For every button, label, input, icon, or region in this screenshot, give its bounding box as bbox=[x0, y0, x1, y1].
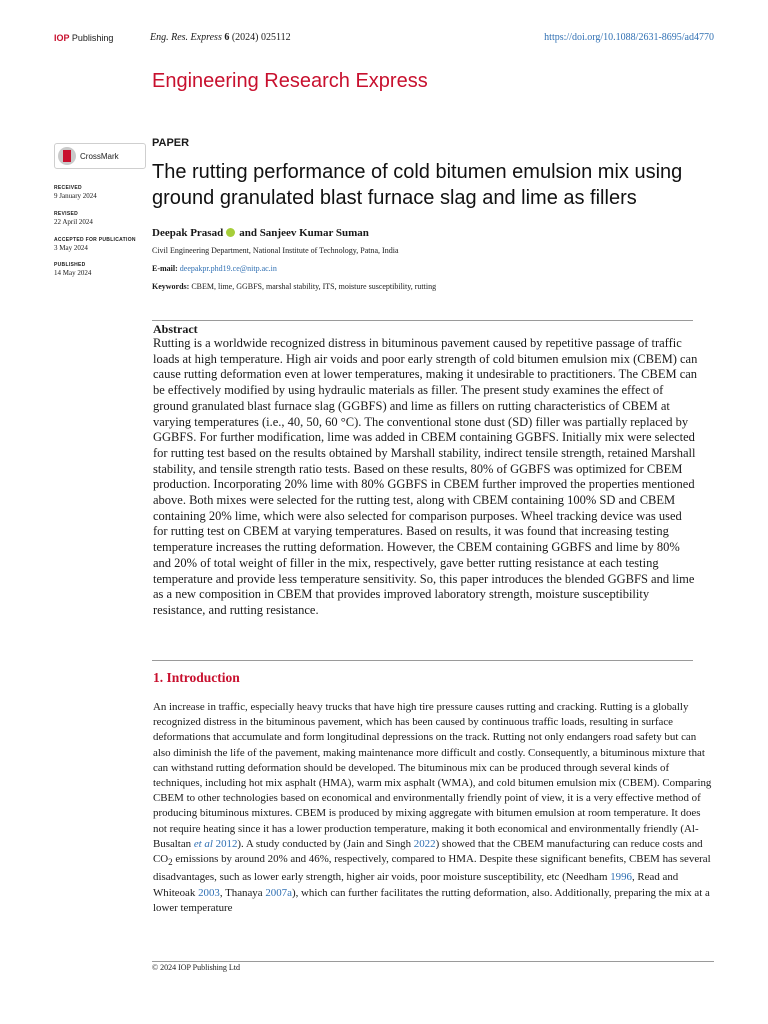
citation-link[interactable]: 2007a bbox=[265, 886, 292, 899]
keywords-label: Keywords: bbox=[152, 282, 190, 291]
history-value: 14 May 2024 bbox=[54, 269, 92, 277]
intro-text: ) showed that the CBEM manufacturing can reduce costs and CO bbox=[153, 837, 703, 866]
crossmark-label: CrossMark bbox=[80, 151, 119, 161]
abstract-bottom-divider bbox=[152, 660, 693, 661]
history-value: 22 April 2024 bbox=[54, 218, 93, 226]
author-name[interactable]: and Sanjeev Kumar Suman bbox=[239, 227, 369, 239]
keywords-list: CBEM, lime, GGBFS, marshal stability, ITS, moisture susceptibility, rutting bbox=[191, 282, 437, 291]
journal-citation bbox=[150, 32, 291, 43]
abstract-text: Rutting is a worldwide recognized distress in bituminous pavement caused by repetitive passage of traffic loads at high temperature. High air voids and poor early strength of cold bitumen emulsion mix (CBEM) can cause rutting deformation even at lower temperatures, making it undesirable to practitioners. The CBEM can be effectively modified by using hydraulic materials as filler. The present study examines the effect of ground granulated blast furnace slag (GGBFS) and lime as fillers on rutting characteristics of CBEM at varying temperatures (i.e., 40, 50, 60 °C). The conventional stone dust (SD) filler was partially replaced by GGBFS. For further modification, lime was added in CBEM containing GGBFS. Initially mix were selected for rutting test based on the results obtained by Marshall stability, indirect tensile strength, retained Marshall stability, and tensile strength ratio tests. Based on these results, 80% of GGBFS was optimized for CBEM production. Incorporating 20% lime with 80% GGBFS in CBEM further improved the properties mentioned above. Both mixes were selected for the rutting test, along with CBEM containing 100% SD and CBEM containing 20% lime, which were also selected for comparison purposes. Wheel tracking device was used for rutting test on CBEM at varying temperatures. Based on results, it was found that increasing testing temperature increases the rutting deformation. However, the CBEM containing GGBFS and lime by 80% and 20% of total weight of filler in the mix, respectively, gave better rutting resistance at each testing temperature and provide less temperature sensitivity. So, this paper introduces the blended GGBFS and lime as a new composition in CBEM that provides improved laboratory strength, moisture susceptibility resistance, and rutting resistance. bbox=[153, 336, 698, 617]
history-accepted bbox=[54, 237, 136, 252]
history-value: 9 January 2024 bbox=[54, 192, 97, 200]
citation-link[interactable]: 1996 bbox=[610, 871, 632, 884]
abstract-heading: Abstract bbox=[153, 322, 198, 336]
journal-year-issue: (2024) 025112 bbox=[231, 32, 291, 43]
article-title: The rutting performance of cold bitumen emulsion mix using ground granulated blast furnace slag and lime as fillers bbox=[152, 161, 683, 209]
history-published bbox=[54, 262, 91, 277]
doi-link[interactable]: https://doi.org/10.1088/2631-8695/ad4770 bbox=[544, 32, 714, 43]
email-label: E-mail: bbox=[152, 264, 178, 273]
journal-volume: 6 bbox=[224, 32, 230, 43]
history-revised bbox=[54, 211, 93, 226]
abstract-top-divider bbox=[152, 320, 693, 321]
journal-name: Engineering Research Express bbox=[152, 70, 428, 92]
publisher-logo-iop: IOP bbox=[54, 33, 70, 43]
journal-abbrev: Eng. Res. Express bbox=[150, 32, 222, 43]
keywords bbox=[152, 282, 436, 291]
publisher-logo bbox=[54, 33, 113, 43]
author-name[interactable]: Deepak Prasad bbox=[152, 227, 224, 239]
intro-text: An increase in traffic, especially heavy trucks that have high tire pressure causes rutting and cracking. Rutting is a globally recognized distress in the bituminous pavement, which has been caused by continuous traffic loads, resulting in surface deformations that accumulate and form longitudinal depressions on the track. Rutting not only endangers road safety but can also diminish the life of the pavement, making maintenance more difficult and costly. Consequently, a bituminous mixture that can withstand rutting deformation should be developed. The bituminous mix can be produced through several kinds of techniques, including hot mix asphalt (HMA), warm mix asphalt (WMA), and cold bitumen emulsion mix (CBEM). Comparing CBEM to other technologies based on economical and environmentally friendly point of view, it is a very effective method of producing bituminous mixtures. CBEM is produced by mixing aggregate with bitumen emulsion at room temperature. It does not require heating since it has a lower production temperature, making it both economical and environmentally friendly (Al-Busaltan bbox=[153, 701, 712, 850]
crossmark-badge[interactable] bbox=[54, 143, 146, 169]
email-link[interactable]: deepakpr.phd19.ce@nitp.ac.in bbox=[179, 264, 277, 273]
citation-link[interactable]: 2012 bbox=[215, 837, 238, 850]
intro-text: emissions by around 20% and 46%, respectively, compared to HMA. Despite these significant benefits, CBEM has several disadvantages, such as lower early strength, higher air voids, poor moisture susceptibility, etc (Needham bbox=[153, 853, 711, 884]
co2-subscript: 2 bbox=[168, 857, 173, 868]
history-value: 3 May 2024 bbox=[54, 244, 88, 252]
publisher-logo-text: Publishing bbox=[71, 33, 114, 43]
author-list bbox=[152, 227, 369, 239]
copyright-notice: © 2024 IOP Publishing Ltd bbox=[152, 963, 241, 972]
history-key: ACCEPTED FOR PUBLICATION bbox=[54, 237, 136, 243]
introduction-paragraph bbox=[153, 700, 713, 916]
citation-link[interactable]: 2022 bbox=[413, 837, 436, 850]
history-key: PUBLISHED bbox=[54, 262, 86, 268]
corresponding-email bbox=[152, 264, 277, 273]
intro-text: ), which can further facilitates the rutting deformation, also. Additionally, preparing the mix at a lower temperature bbox=[153, 886, 710, 914]
crossmark-icon bbox=[58, 147, 76, 165]
affiliation: Civil Engineering Department, National Institute of Technology, Patna, India bbox=[152, 246, 399, 255]
citation-link[interactable]: et al bbox=[193, 837, 213, 850]
intro-text: ). A study conducted by (Jain and Singh bbox=[237, 837, 414, 850]
orcid-icon[interactable] bbox=[226, 228, 235, 237]
history-key: RECEIVED bbox=[54, 185, 82, 191]
history-key: REVISED bbox=[54, 211, 79, 217]
intro-text: , Read and Whiteoak bbox=[153, 871, 679, 899]
footer-divider bbox=[152, 961, 714, 962]
history-received bbox=[54, 185, 97, 200]
intro-text: , Thanaya bbox=[219, 886, 266, 899]
section-heading-introduction: 1. Introduction bbox=[153, 670, 240, 685]
citation-link[interactable]: 2003 bbox=[198, 886, 220, 899]
article-type: PAPER bbox=[152, 137, 190, 149]
